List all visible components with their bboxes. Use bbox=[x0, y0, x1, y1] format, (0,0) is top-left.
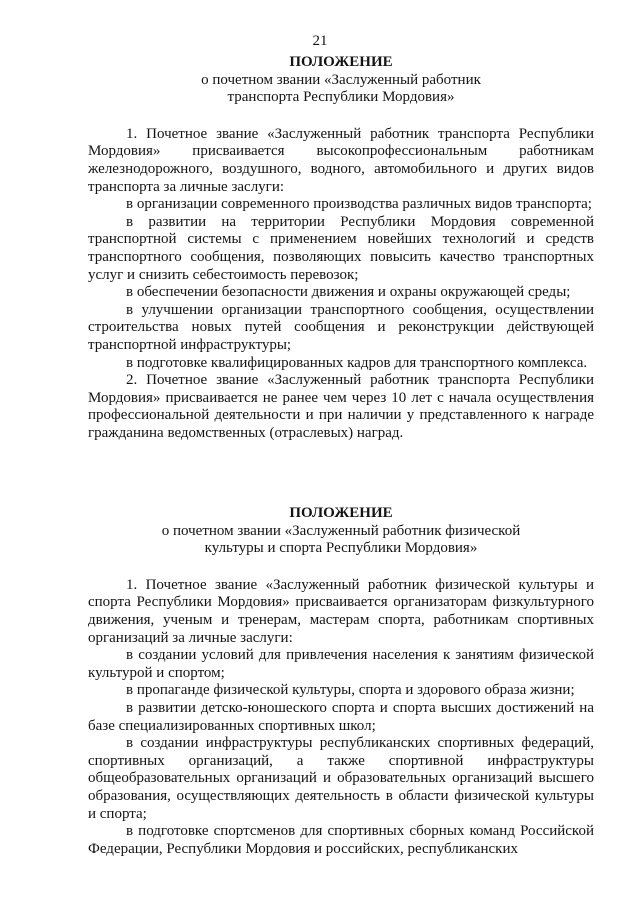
subtitle-line: о почетном звании «Заслуженный работник физической bbox=[161, 522, 521, 539]
paragraph: в подготовке квалифицированных кадров для транспортного комплекса. bbox=[126, 354, 588, 371]
section-body bbox=[88, 577, 594, 859]
regulation-sport bbox=[88, 505, 594, 858]
paragraph: в подготовке спортсменов для спортивных сборных команд Российской Федерации, Республики Мордовия и российских, республиканских bbox=[88, 823, 594, 857]
paragraph: 1. Почетное звание «Заслуженный работник транспорта Республики Мордовия» присваивается высокопрофессиональным работникам железнодорожного, воздушного, водного, автомобильного и других видов транспорта за личные заслуги: bbox=[88, 125, 594, 195]
paragraph: в пропаганде физической культуры, спорта и здорового образа жизни; bbox=[126, 682, 575, 699]
paragraph: в создании условий для привлечения населения к занятиям физической культурой и спортом; bbox=[88, 647, 594, 681]
paragraph: в создании инфраструктуры республиканских спортивных федераций, спортивных организаций, а также спортивной инфраструктуры общеобразовательных организаций и образовательных организаций высшего образования, осуществляющих деятельность в области физической культуры и спорта; bbox=[88, 735, 594, 822]
subtitle-line: о почетном звании «Заслуженный работник bbox=[201, 71, 481, 88]
regulation-transport bbox=[88, 54, 594, 442]
paragraph: в развитии детско-юношеского спорта и спорта высших достижений на базе специализированных спортивных школ; bbox=[88, 699, 594, 734]
section-subtitle bbox=[88, 523, 594, 558]
paragraph: в организации современного производства различных видов транспорта; bbox=[126, 196, 592, 213]
page-number: 21 bbox=[312, 33, 328, 49]
section-title: ПОЛОЖЕНИЕ bbox=[289, 505, 393, 521]
paragraph: в улучшении организации транспортного сообщения, осуществлении строительства новых путей сообщения и реконструкции действующей транспортной инфраструктуры; bbox=[88, 301, 594, 353]
section-subtitle bbox=[88, 72, 594, 107]
subtitle-line: культуры и спорта Республики Мордовия» bbox=[204, 540, 478, 557]
section-body bbox=[88, 126, 594, 443]
paragraph: 2. Почетное звание «Заслуженный работник транспорта Республики Мордовия» присваивается не ранее чем через 10 лет с начала осуществления профессиональной деятельности и при наличии у представленного к награде гражданина ведомственных (отраслевых) наград. bbox=[88, 372, 594, 441]
paragraph: 1. Почетное звание «Заслуженный работник физической культуры и спорта Республики Мордовия» присваивается организаторам физкультурного движения, ученым и тренерам, мастерам спорта, работникам спортивных организаций за личные заслуги: bbox=[88, 576, 594, 646]
paragraph: в развитии на территории Республики Мордовия современной транспортной системы с применением новейших технологий и средств транспортного сообщения, позволяющих повысить качество транспортных услуг и снизить себестоимость перевозок; bbox=[88, 213, 594, 283]
section-title: ПОЛОЖЕНИЕ bbox=[289, 54, 393, 70]
paragraph: в обеспечении безопасности движения и охраны окружающей среды; bbox=[126, 284, 571, 301]
subtitle-line: транспорта Республики Мордовия» bbox=[227, 89, 455, 106]
